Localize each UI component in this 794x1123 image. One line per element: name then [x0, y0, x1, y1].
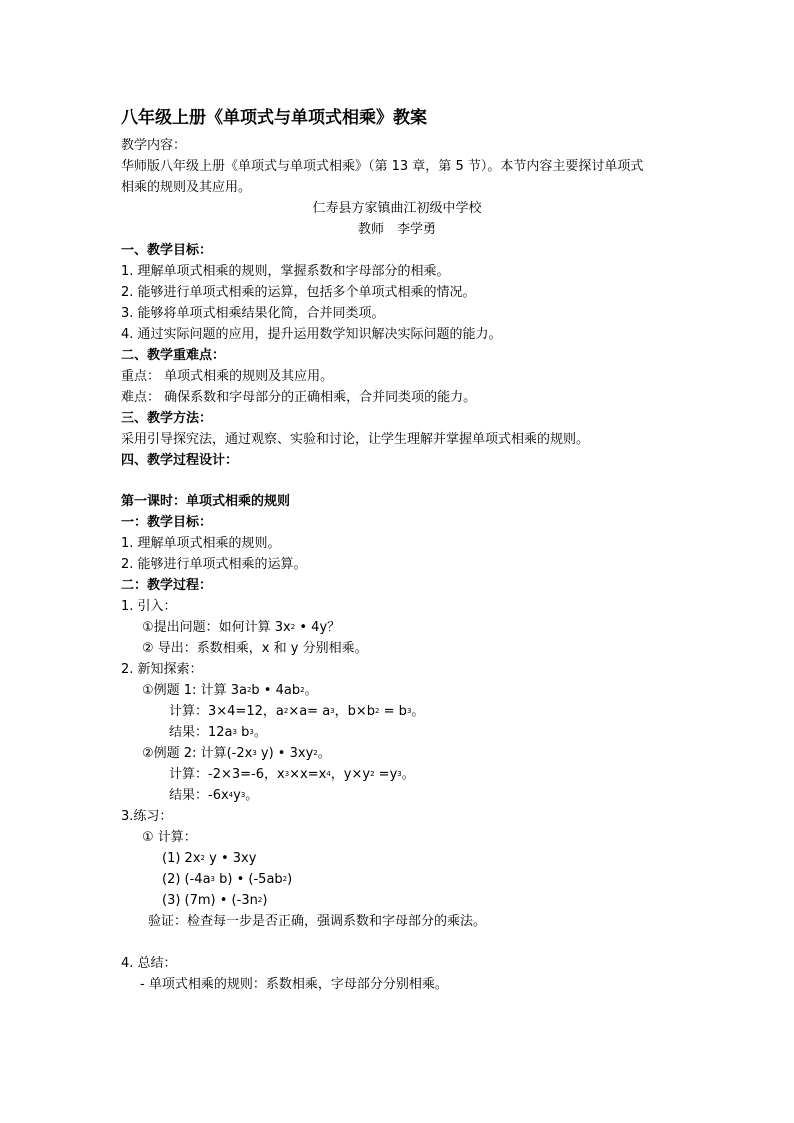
intro-guide: ② 导出：系数相乘，x 和 y 分别相乘。	[142, 641, 368, 656]
content-label: 教学内容：	[121, 138, 187, 153]
example2	[142, 745, 331, 763]
practice-item-1	[162, 850, 256, 868]
text-run: 。	[411, 704, 425, 719]
text-run: ①提出问题：如何计算 3x	[142, 620, 291, 635]
superscript-exponent: 3	[210, 875, 216, 883]
example1-result	[169, 724, 267, 742]
text-run: (2) (-4a	[162, 872, 211, 887]
superscript-exponent: 2	[370, 770, 375, 778]
text-run: y • 3xy	[204, 851, 257, 866]
example2-result	[169, 787, 258, 805]
goal-item: 2. 能够进行单项式相乘的运算，包括多个单项式相乘的情况。	[121, 285, 476, 300]
summary-heading: 4. 总结：	[121, 956, 177, 971]
practice-item-3	[162, 892, 267, 910]
superscript-exponent: 2	[290, 623, 296, 631]
method-text: 采用引导探究法，通过观察、实验和讨论，让学生理解并掌握单项式相乘的规则。	[121, 432, 590, 447]
goal-item: 3. 能够将单项式相乘结果化简，合并同类项。	[121, 306, 385, 321]
superscript-exponent: 3	[249, 728, 254, 736]
superscript-exponent: 2	[283, 707, 289, 715]
example2-calc	[169, 766, 415, 784]
practice-item-2	[162, 871, 292, 889]
text-run: = b	[379, 704, 407, 719]
process-heading: 四、教学过程设计：	[121, 453, 239, 468]
summary-text: - 单项式相乘的规则：系数相乘，字母部分分别相乘。	[140, 977, 448, 992]
text-run: ①例题 1: 计算 3a	[142, 683, 247, 698]
practice-heading: 3.练习：	[121, 809, 173, 824]
lesson1-process-heading: 二：教学过程：	[121, 578, 213, 593]
text-run: y	[233, 788, 241, 803]
goals-heading: 一、教学目标：	[121, 243, 213, 258]
superscript-exponent: 2	[257, 896, 263, 904]
lesson1-goal-item: 2. 能够进行单项式相乘的运算。	[121, 557, 307, 572]
teacher-name: 教师 李学勇	[357, 222, 436, 237]
text-run: 。	[304, 683, 318, 698]
superscript-exponent: 3	[397, 770, 402, 778]
text-run: 。	[401, 767, 415, 782]
key-difficult-heading: 二、教学重难点：	[121, 348, 226, 363]
text-run: b) • (-5ab	[215, 872, 283, 887]
text-run: ×a= a	[288, 704, 331, 719]
verify-text: 验证：检查每一步是否正确，强调系数和字母部分的乘法。	[148, 914, 487, 929]
text-run: 结果：-6x	[169, 788, 229, 803]
text-run: b • 4ab	[251, 683, 301, 698]
superscript-exponent: 2	[313, 749, 318, 757]
superscript-exponent: 3	[284, 770, 290, 778]
text-run: (3) (7m) • (-3n	[162, 893, 258, 908]
superscript-exponent: 4	[228, 791, 234, 799]
example1-calc	[169, 703, 424, 721]
text-run: 计算：3×4=12，a	[169, 704, 284, 719]
text-run: y) • 3xy	[256, 746, 314, 761]
text-run: ，b×b	[334, 704, 376, 719]
superscript-exponent: 2	[300, 686, 305, 694]
content-text-line2: 相乘的规则及其应用。	[121, 180, 252, 195]
superscript-exponent: 2	[246, 686, 252, 694]
lesson1-title: 第一课时：单项式相乘的规则	[121, 494, 291, 509]
key-point: 重点： 单项式相乘的规则及其应用。	[121, 369, 334, 384]
text-run: 。	[253, 725, 267, 740]
intro-heading: 1. 引入：	[121, 599, 177, 614]
content-text-line1: 华师版八年级上册《单项式与单项式相乘》（第 13 章，第 5 节）。本节内容主要探讨单项式	[121, 159, 644, 174]
text-run: ，y×y	[330, 767, 371, 782]
method-heading: 三、教学方法：	[121, 411, 213, 426]
goal-item: 1. 理解单项式相乘的规则，掌握系数和字母部分的相乘。	[121, 264, 450, 279]
text-run: )	[287, 872, 293, 887]
lesson1-goals-heading: 一：教学目标：	[121, 515, 213, 530]
superscript-exponent: 2	[200, 854, 205, 862]
text-run: b	[236, 725, 250, 740]
intro-question	[142, 619, 340, 637]
superscript-exponent: 4	[326, 770, 331, 778]
school-name: 仁寿县方家镇曲江初级中学校	[312, 201, 482, 216]
text-run: (1) 2x	[162, 851, 201, 866]
superscript-exponent: 3	[232, 728, 237, 736]
superscript-exponent: 3	[252, 749, 257, 757]
explore-heading: 2. 新知探索：	[121, 662, 203, 677]
superscript-exponent: 2	[375, 707, 380, 715]
text-run: =y	[374, 767, 398, 782]
goal-item: 4. 通过实际问题的应用，提升运用数学知识解决实际问题的能力。	[121, 327, 502, 342]
text-run: 。	[245, 788, 259, 803]
lesson1-goal-item: 1. 理解单项式相乘的规则。	[121, 536, 281, 551]
superscript-exponent: 2	[282, 875, 288, 883]
superscript-exponent: 3	[406, 707, 412, 715]
document-title: 八年级上册《单项式与单项式相乘》教案	[121, 108, 427, 128]
text-run: • 4y？	[295, 620, 341, 635]
example1	[142, 682, 318, 700]
text-run: 。	[317, 746, 331, 761]
text-run: ②例题 2: 计算(-2x	[142, 746, 253, 761]
text-run: ×x=x	[289, 767, 327, 782]
text-run: 计算：-2×3=-6，x	[169, 767, 285, 782]
text-run: )	[262, 893, 268, 908]
superscript-exponent: 3	[330, 707, 335, 715]
superscript-exponent: 3	[240, 791, 246, 799]
difficult-point: 难点： 确保系数和字母部分的正确相乘，合并同类项的能力。	[121, 390, 477, 405]
practice-calc-label: ① 计算：	[142, 830, 197, 845]
text-run: 结果：12a	[169, 725, 233, 740]
